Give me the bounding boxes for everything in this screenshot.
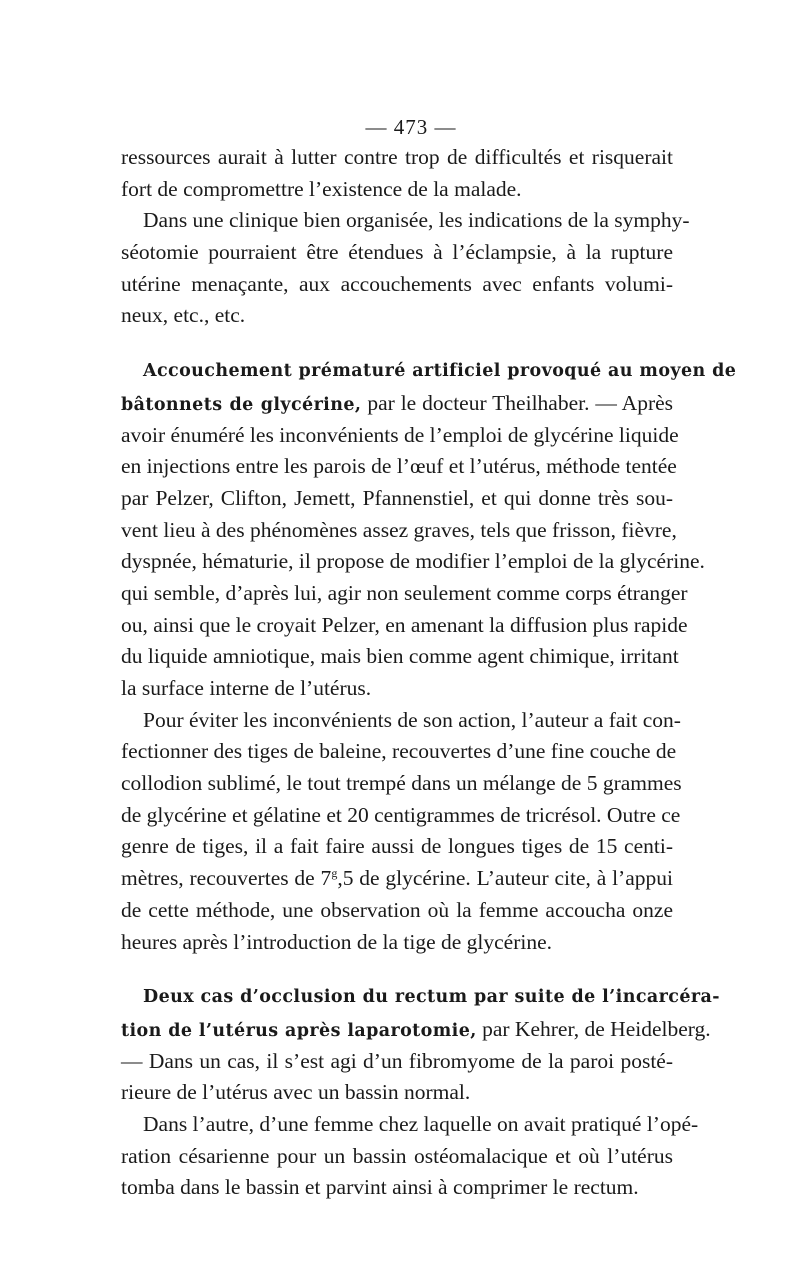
text-line: fectionner des tiges de baleine, recouvertes d’une fine couche de [121,739,677,764]
text-line: ou, ainsi que le croyait Pelzer, en amenant la diffusion plus rapide [121,612,688,637]
article-heading-continued: bâtonnets de glycérine, [121,394,362,415]
article-heading: Deux cas d’occlusion du rectum par suite de l’incarcéra- [143,987,720,1008]
text-line: du liquide amniotique, mais bien comme agent chimique, irritant [121,644,679,669]
text-line: ration césarienne pour un bassin ostéomalacique et où l’utérus [121,1143,673,1168]
text-line: genre de tiges, il a fait faire aussi de longues tiges de 15 centi- [121,834,673,859]
text-line: de cette méthode, une observation où la femme accoucha onze [121,897,673,922]
text-line: fort de compromettre l’existence de la malade. [121,176,522,201]
article-occlusion-rectum [121,982,720,1204]
paragraph-continuation [121,142,673,205]
book-page [121,112,737,1204]
text-line [121,388,673,420]
text-line: Pour éviter les inconvénients de son action, l’auteur a fait con- [143,707,681,732]
text-line: Dans l’autre, d’une femme chez laquelle on avait pratiqué l’opé- [143,1111,699,1136]
text-line: neux, etc., etc. [121,303,246,328]
text-fragment: ,5 de glycérine. L’auteur cite, à l’appui [337,866,673,891]
text-line: la surface interne de l’utérus. [121,676,372,700]
text-line: tomba dans le bassin et parvint ainsi à comprimer le rectum. [121,1175,639,1200]
page-number: — 473 — [365,115,457,139]
text-line: avoir énuméré les inconvénients de l’emploi de glycérine liquide [121,422,679,447]
article-heading: Accouchement prématuré artificiel provoqué au moyen de [143,361,737,382]
text-line: heures après l’introduction de la tige de glycérine. [121,929,553,954]
text-line: ressources aurait à lutter contre trop de difficultés et risquerait [121,145,673,169]
text-line: qui semble, d’après lui, agir non seulement comme corps étranger [121,580,688,605]
article-heading-continued: tion de l’utérus après laparotomie, [121,1020,477,1041]
text-line: vent lieu à des phénomènes assez graves, tels que frisson, fièvre, [121,517,677,542]
text-line: dyspnée, hématurie, il propose de modifier l’emploi de la glycérine. [121,549,705,574]
text-line [121,863,673,895]
text-line [121,1014,711,1046]
text-line: de glycérine et gélatine et 20 centigrammes de tricrésol. Outre ce [121,802,681,827]
author-credit: par Kehrer, de Heidelberg. [476,1016,711,1041]
text-line: Dans une clinique bien organisée, les indications de la symphy- [143,208,690,233]
article-accouchement-premature [121,356,737,705]
text-line: séotomie pourraient être étendues à l’éclampsie, à la rupture [121,240,673,265]
text-fragment: mètres, recouvertes de 7 [121,866,332,891]
author-credit: par le docteur Theilhaber. — Après [361,390,674,415]
text-line: utérine menaçante, aux accouchements avec enfants volumi- [121,271,673,296]
paragraph-methode [121,705,682,959]
text-line: en injections entre les parois de l’œuf et l’utérus, méthode tentée [121,454,677,479]
gram-superscript: g [331,865,338,880]
text-line: — Dans un cas, il s’est agi d’un fibromyome de la paroi posté- [121,1048,673,1073]
text-line: rieure de l’utérus avec un bassin normal. [121,1080,471,1105]
text-line: collodion sublimé, le tout trempé dans un mélange de 5 grammes [121,771,682,796]
text-line: par Pelzer, Clifton, Jemett, Pfannenstiel, et qui donne très sou- [121,485,673,510]
paragraph-symphyseotomie [121,205,690,332]
